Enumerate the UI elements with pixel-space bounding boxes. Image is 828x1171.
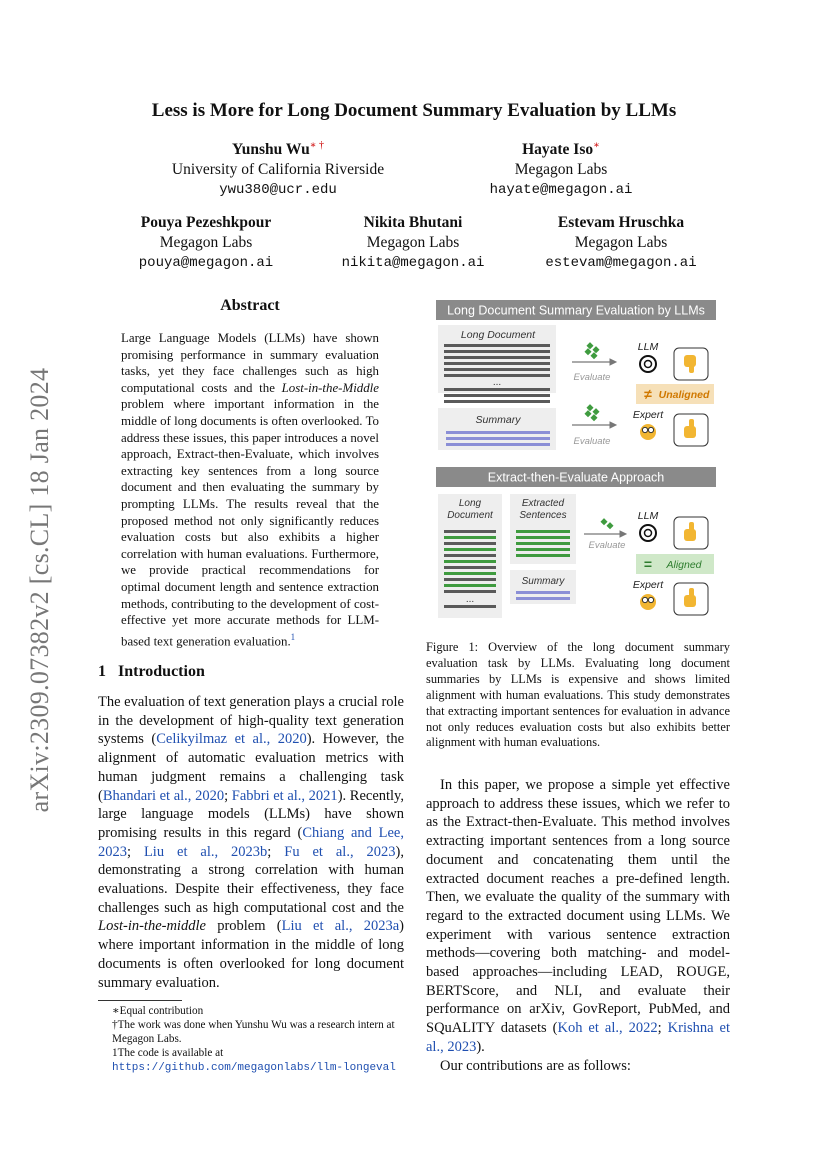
body-text: ;	[224, 787, 232, 804]
author-name: Hayate Iso	[522, 141, 594, 159]
author-affiliation: University of California Riverside	[171, 161, 385, 179]
author-affiliation: Megagon Labs	[159, 234, 253, 251]
citation-link[interactable]: Liu et al., 2023a	[281, 918, 400, 935]
summary-label: Summary	[521, 576, 565, 587]
author-email[interactable]: pouya@megagon.ai	[138, 255, 274, 271]
footnote	[98, 1046, 404, 1075]
author-email[interactable]: estevam@megagon.ai	[545, 255, 697, 271]
llm-label: LLM	[637, 510, 659, 522]
intro-paragraph	[98, 693, 404, 992]
author-affiliation: Megagon Labs	[514, 161, 608, 179]
not-equal-icon: ≠	[644, 386, 652, 402]
author-mark: ∗	[593, 140, 600, 151]
body-text: ;	[127, 843, 144, 860]
aligned-label: Aligned	[666, 559, 702, 571]
equal-icon: =	[643, 556, 653, 572]
body-text: ). Recently, large language models (LLMs) have shown promising results in this regard (	[98, 787, 404, 841]
evaluate-label: Evaluate	[588, 540, 626, 551]
section-number: 1	[98, 663, 106, 680]
body-text: ), demonstrating a strong correlation with human evaluations. Despite their effectiveness, they face challenges such as high computational cost and the	[98, 843, 404, 916]
footnote-text: 1The code is available at	[112, 1047, 224, 1059]
llm-label: LLM	[637, 341, 659, 353]
right-paragraph	[426, 776, 730, 1057]
body-text: ) where important information in the middle of long documents is often overlooked for long document summary evaluation.	[98, 918, 404, 991]
footnote-marker[interactable]: 1	[290, 631, 296, 642]
llm-logo-icon	[640, 356, 656, 372]
expert-label: Expert	[632, 579, 664, 591]
citation-link[interactable]: Fu et al., 2023	[284, 843, 396, 860]
citation-link[interactable]: Krishna et al., 2023	[426, 1020, 731, 1055]
author-affiliation: Megagon Labs	[366, 234, 460, 251]
evaluate-label: Evaluate	[573, 372, 611, 383]
body-text: ). However, the alignment of automatic evaluation metrics with human judgment remains a challenging task (	[98, 731, 405, 804]
abstract-emphasis: Lost-in-the-Middle	[281, 380, 379, 395]
author-mark: ∗ †	[309, 140, 325, 151]
citation-link[interactable]: Liu et al., 2023b	[143, 843, 268, 860]
author-name: Estevam Hruschka	[557, 214, 685, 231]
arrow-icon	[572, 422, 616, 428]
expert-face-icon	[640, 424, 656, 440]
citation-link[interactable]: Fabbri et al., 2021	[231, 787, 338, 804]
abstract-text-part: problem where important information in the middle of long documents is often overlooked. To address these issues, this paper introduces a novel approach, Extract-then-Evaluate, which involves extracting key sentences from a long source document and then evaluating the summary by prompting LLMs. The results reveal that the proposed method not only significantly reduces evaluation costs but also exhibits a higher correlation with human evaluations. Furthermore, we provide practical recommendations for optimal document length and sentence extraction methods, contributing to the development of cost-effective yet more accurate methods for LLM-based text generation evaluation.	[121, 397, 379, 648]
author-block	[148, 136, 408, 200]
expert-label: Expert	[632, 409, 664, 421]
body-text: ;	[267, 843, 285, 860]
arxiv-sidebar	[18, 310, 62, 870]
long-document-label: Long	[458, 498, 482, 509]
author-email[interactable]: ywu380@ucr.edu	[219, 182, 337, 199]
footnote: ∗Equal contribution	[112, 1005, 204, 1017]
summary-label: Summary	[475, 414, 521, 426]
figure-caption: Figure 1: Overview of the long document summary evaluation task by LLMs. Evaluating long document summaries by LLMs is expensive and shows limited alignment with human evaluations. This study demonstrates that extracting important sentences for evaluation in advance not only reduces evaluation costs but also exhibits better alignment with human evaluations.	[426, 640, 730, 750]
abstract-heading: Abstract	[220, 297, 280, 314]
chip-stack-icon	[600, 518, 613, 529]
arrow-icon	[584, 531, 626, 537]
banner-title: Extract-then-Evaluate Approach	[487, 470, 665, 485]
code-url-link[interactable]: https://github.com/megagonlabs/llm-longeval	[112, 1062, 396, 1074]
arxiv-id: arXiv:2309.07382v2 [cs.CL] 18 Jan 2024	[25, 367, 54, 813]
llm-logo-icon	[640, 525, 656, 541]
footnotes	[98, 1004, 404, 1075]
author-affiliation: Megagon Labs	[574, 234, 668, 251]
extracted-label: Sentences	[519, 510, 567, 521]
section-title: Introduction	[118, 663, 205, 680]
ellipsis: ...	[465, 594, 475, 605]
section-heading	[98, 663, 205, 681]
author-block	[431, 136, 691, 200]
citation-link[interactable]: Celikyilmaz et al., 2020	[156, 731, 307, 748]
author-email[interactable]: hayate@megagon.ai	[489, 182, 633, 199]
expert-face-icon	[640, 594, 656, 610]
author-name: Nikita Bhutani	[363, 214, 463, 231]
abstract-text	[121, 330, 379, 650]
footnote: †The work was done when Yunshu Wu was a research intern at Megagon Labs.	[112, 1019, 395, 1045]
ellipsis: ...	[492, 377, 502, 388]
extracted-label: Extracted	[521, 498, 565, 509]
body-emphasis: Lost-in-the-middle	[98, 918, 206, 935]
abstract-text-part: Large Language Models (LLMs) have shown promising performance in summary evaluation tasks, yet they face challenges such as high computational costs and the	[121, 331, 379, 395]
banner-title: Long Document Summary Evaluation by LLMs	[447, 303, 705, 318]
chip-stack-icon	[584, 342, 599, 359]
body-text: ;	[657, 1020, 668, 1037]
body-text: The evaluation of text generation plays a crucial role in the development of high-quality text generation systems (	[98, 694, 404, 748]
author-block	[491, 213, 751, 273]
citation-link[interactable]: Koh et al., 2022	[557, 1020, 658, 1037]
author-name: Pouya Pezeshkpour	[140, 214, 272, 231]
chip-stack-icon	[584, 404, 599, 421]
arrow-icon	[572, 359, 616, 365]
evaluate-label: Evaluate	[573, 436, 611, 447]
author-email[interactable]: nikita@megagon.ai	[341, 255, 485, 271]
citation-link[interactable]: Bhandari et al., 2020	[102, 787, 225, 804]
paper-title: Less is More for Long Document Summary Evaluation by LLMs	[151, 100, 677, 121]
contributions-lead: Our contributions are as follows:	[440, 1058, 631, 1074]
body-text: problem (	[205, 918, 282, 935]
footnote-rule	[98, 1000, 182, 1001]
body-text: ).	[476, 1038, 485, 1055]
citation-link[interactable]: Chiang and Lee, 2023	[98, 824, 404, 860]
summary-lines	[446, 431, 550, 446]
unaligned-label: Unaligned	[658, 389, 710, 401]
figure-1	[436, 298, 716, 628]
author-name: Yunshu Wu	[231, 141, 310, 159]
long-document-label: Document	[447, 510, 493, 521]
body-text: In this paper, we propose a simple yet effective approach to address these issues, which we refer to as the Extract-then-Evaluate. This method involves extracting important sentences from a long source document and concatenating them until the extracted document reaches a pre-defined length. Then, we evaluate the quality of the summary with regard to the extracted document using LLMs. We experiment with various sentence extraction methods—covering both matching- and model-based approaches—including LEAD, ROUGE, BERTScore, and NLI, and evaluate their performance on arXiv, GovReport, PubMed, and SQuALITY datasets (	[426, 777, 730, 1037]
long-document-label: Long Document	[460, 329, 536, 341]
